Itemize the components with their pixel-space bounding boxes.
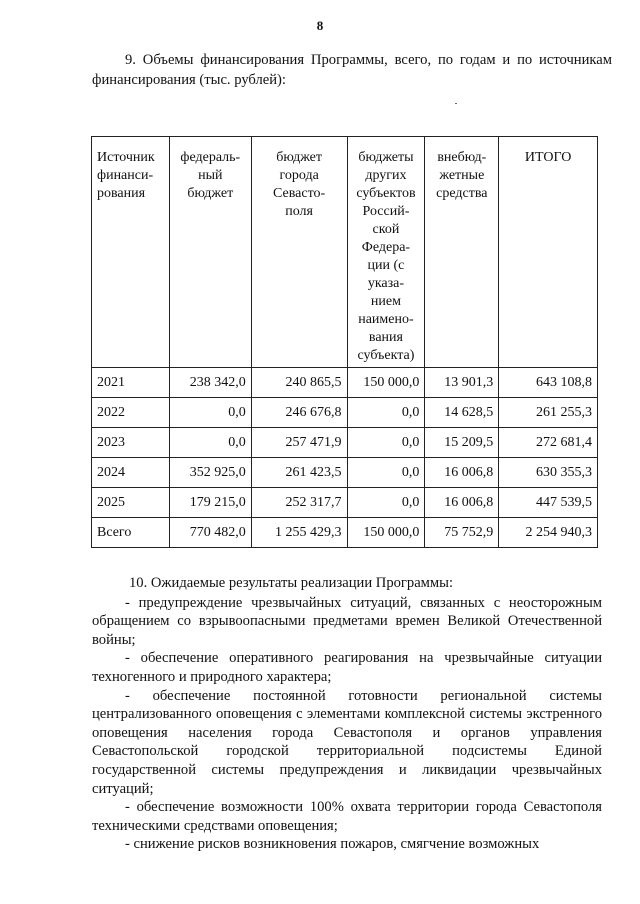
header-other-subjects: бюджеты других субъектов Россий- ской Федера- ции (с указа- нием наимено- вания субъекта): [347, 137, 425, 368]
table-row: [92, 428, 598, 458]
value-cell: 770 482,0: [169, 518, 251, 548]
value-cell: 0,0: [347, 428, 425, 458]
section-10: [92, 574, 602, 854]
table-row: [92, 518, 598, 548]
value-cell: 240 865,5: [251, 368, 347, 398]
row-label-cell: 2021: [92, 368, 170, 398]
table-row: [92, 458, 598, 488]
table-row: [92, 398, 598, 428]
value-cell: 0,0: [347, 488, 425, 518]
value-cell: 0,0: [347, 398, 425, 428]
result-item: - обеспечение оперативного реагирования на чрезвычайные ситуации техногенного и природного характера;: [92, 650, 602, 685]
value-cell: 257 471,9: [251, 428, 347, 458]
result-item: - обеспечение постоянной готовности региональной системы централизованного оповещения с элементами комплексной системы экстренного оповещения населения города Севастополя и органов управления Севастопольской городской территориальной подсистемы Единой государственной системы предупреждения и ликвидации чрезвычайных ситуаций;: [92, 687, 602, 797]
value-cell: 13 901,3: [425, 368, 499, 398]
row-label-cell: 2025: [92, 488, 170, 518]
header-federal: федераль- ный бюджет: [169, 137, 251, 368]
header-city: бюджет города Севасто- поля: [251, 137, 347, 368]
value-cell: 630 355,3: [499, 458, 598, 488]
value-cell: 238 342,0: [169, 368, 251, 398]
value-cell: 179 215,0: [169, 488, 251, 518]
section-9-heading: 9. Объемы финансирования Программы, всего, по годам и по источникам финансирования (тыс. рублей):: [92, 52, 612, 88]
row-label-cell: Всего: [92, 518, 170, 548]
value-cell: 16 006,8: [425, 458, 499, 488]
value-cell: 16 006,8: [425, 488, 499, 518]
scan-speck: [455, 103, 457, 104]
table-row: [92, 488, 598, 518]
value-cell: 272 681,4: [499, 428, 598, 458]
header-source: Источник финанси- рования: [92, 137, 170, 368]
table-header-row: [92, 137, 598, 368]
value-cell: 1 255 429,3: [251, 518, 347, 548]
value-cell: 252 317,7: [251, 488, 347, 518]
value-cell: 0,0: [169, 428, 251, 458]
table-row: [92, 368, 598, 398]
value-cell: 0,0: [169, 398, 251, 428]
header-total: ИТОГО: [499, 137, 598, 368]
value-cell: 150 000,0: [347, 368, 425, 398]
row-label-cell: 2024: [92, 458, 170, 488]
value-cell: 14 628,5: [425, 398, 499, 428]
section-9: [92, 50, 612, 90]
value-cell: 447 539,5: [499, 488, 598, 518]
row-label-cell: 2023: [92, 428, 170, 458]
result-item: - обеспечение возможности 100% охвата территории города Севастополя техническими средствами оповещения;: [92, 799, 602, 834]
value-cell: 246 676,8: [251, 398, 347, 428]
value-cell: 150 000,0: [347, 518, 425, 548]
result-item: - предупреждение чрезвычайных ситуаций, связанных с неосторожным обращением со взрывоопасными предметами времен Великой Отечественной войны;: [92, 594, 602, 648]
section-10-heading: 10. Ожидаемые результаты реализации Программы:: [129, 575, 453, 591]
value-cell: 2 254 940,3: [499, 518, 598, 548]
result-item: - снижение рисков возникновения пожаров, смягчение возможных: [125, 836, 540, 853]
value-cell: 261 423,5: [251, 458, 347, 488]
value-cell: 0,0: [347, 458, 425, 488]
page-number: 8: [316, 18, 324, 33]
row-label-cell: 2022: [92, 398, 170, 428]
value-cell: 75 752,9: [425, 518, 499, 548]
value-cell: 352 925,0: [169, 458, 251, 488]
value-cell: 261 255,3: [499, 398, 598, 428]
value-cell: 643 108,8: [499, 368, 598, 398]
financing-table: [91, 136, 598, 548]
header-offbudget: внебюд- жетные средства: [425, 137, 499, 368]
value-cell: 15 209,5: [425, 428, 499, 458]
